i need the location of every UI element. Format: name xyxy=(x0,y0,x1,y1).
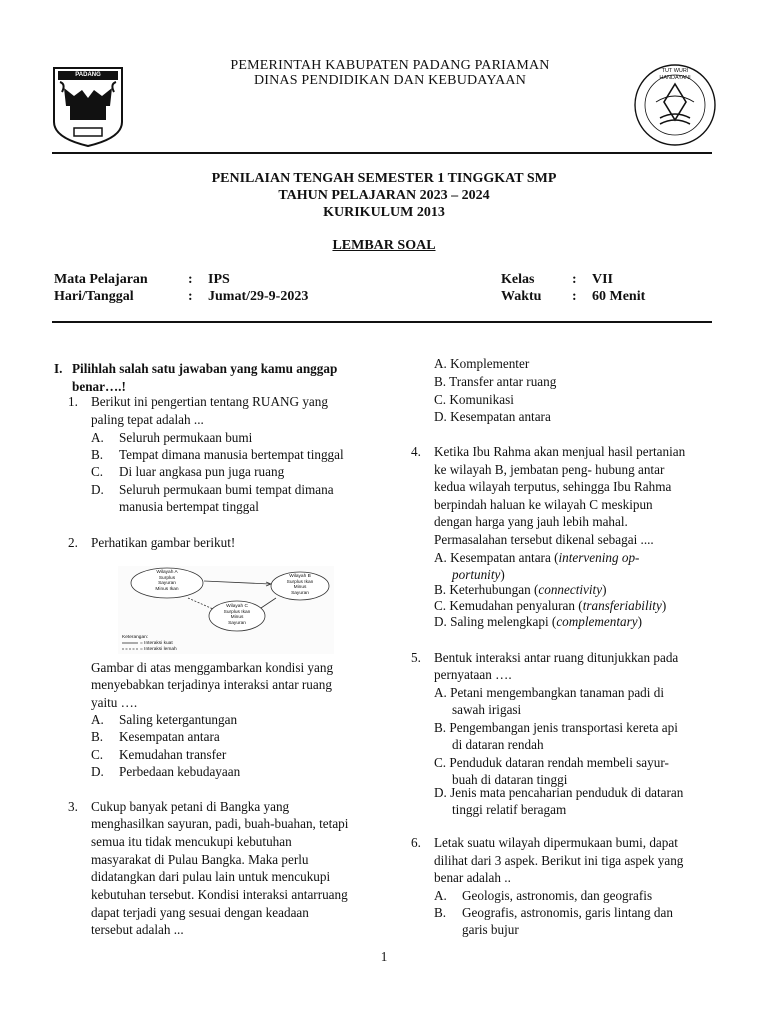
q4-opt-a-text: A. Kesempatan antara ( xyxy=(434,550,559,565)
region-a-line-1: Wilayah A xyxy=(156,570,178,575)
question-2-after-line-2: menyebabkan terjadinya interaksi antar ruang xyxy=(91,677,332,692)
region-b-line-1: Wilayah B xyxy=(289,574,311,579)
question-3-option-d: D. Kesempatan antara xyxy=(434,409,551,424)
department-line: DINAS PENDIDIKAN DAN KEBUDAYAAN xyxy=(253,73,527,88)
date-value: Jumat/29-9-2023 xyxy=(208,289,309,304)
question-4-line-1: Ketika Ibu Rahma akan menjual hasil pertanian xyxy=(434,444,686,459)
subject-value: IPS xyxy=(208,272,230,287)
question-6-number: 6. xyxy=(411,835,421,850)
q4-opt-a-close: ) xyxy=(500,567,505,582)
q4-opt-c-close: ) xyxy=(661,598,667,613)
region-c-line-4: Sayuran xyxy=(228,620,246,626)
question-6-option-b: Geografis, astronomis, garis lintang dan xyxy=(462,905,673,920)
subject-colon: : xyxy=(188,272,193,287)
question-1-option-d: Seluruh permukaan bumi tempat dimana xyxy=(119,482,334,497)
q4-opt-d-term: complementary xyxy=(556,614,638,629)
question-4-line-3: kedua wilayah terputus, sehingga Ibu Rahma xyxy=(434,479,672,494)
question-4-number: 4. xyxy=(411,444,421,459)
question-1-option-b: Tempat dimana manusia bertempat tinggal xyxy=(119,447,344,462)
question-6-line-2: dilihat dari 3 aspek. Berikut ini tiga aspek yang xyxy=(434,853,684,868)
question-5-option-d: D. Jenis mata pencaharian penduduk di dataran xyxy=(434,785,684,800)
q4-opt-c-term: transferiability xyxy=(582,598,662,613)
question-2-option-d: Perbedaan kebudayaan xyxy=(119,764,241,779)
question-5-option-a: A. Petani mengembangkan tanaman padi di xyxy=(434,685,664,700)
question-6-option-a-letter: A. xyxy=(434,888,447,903)
question-3-line-8: tersebut adalah ... xyxy=(91,922,184,937)
question-1-option-b-letter: B. xyxy=(91,447,104,462)
date-colon: : xyxy=(188,289,193,304)
q4-opt-b-term: connectivity xyxy=(538,582,603,597)
question-2-option-c-letter: C. xyxy=(91,747,104,762)
question-3-number: 3. xyxy=(68,799,78,814)
question-2-after-line-3: yaitu …. xyxy=(91,695,138,710)
question-5-option-c: C. Penduduk dataran rendah membeli sayur- xyxy=(434,755,669,770)
header-divider xyxy=(52,152,712,154)
region-a-line-4: Minus Ikan xyxy=(155,586,179,592)
section-instruction-line-1: Pilihlah salah satu jawaban yang kamu anggap xyxy=(72,361,338,376)
question-3-line-6: kebutuhan tersebut. Kondisi interaksi antarruang xyxy=(91,887,348,902)
page-number: 1 xyxy=(380,949,388,964)
question-3-option-a: A. Komplementer xyxy=(434,356,530,371)
question-2-option-a: Saling ketergantungan xyxy=(119,712,238,727)
question-3-line-7: dapat terjadi yang sesuai dengan keadaan xyxy=(91,905,309,920)
academic-year: TAHUN PELAJARAN 2023 – 2024 xyxy=(278,188,490,203)
diagram-region-b xyxy=(279,574,321,596)
government-line: PEMERINTAH KABUPATEN PADANG PARIAMAN xyxy=(230,58,550,73)
question-3-line-5: didatangkan dari pulau lain untuk mencukupi xyxy=(91,869,331,884)
question-5-line-2: pernyataan …. xyxy=(434,667,512,682)
question-4-line-6: Permasalahan tersebut dikenal sebagai .... xyxy=(434,532,654,547)
q4-opt-b-close: ) xyxy=(602,582,607,597)
question-5-line-1: Bentuk interaksi antar ruang ditunjukkan pada xyxy=(434,650,679,665)
region-c-line-2: Surplus Ikan xyxy=(223,609,251,615)
question-3-option-b: B. Transfer antar ruang xyxy=(434,374,557,389)
sheet-title xyxy=(100,237,668,255)
question-3-line-2: menghasilkan sayuran, padi, buah-buahan, tetapi xyxy=(91,816,349,831)
question-2-option-d-letter: D. xyxy=(91,764,104,779)
regency-logo-label: PADANG PARIAMAN xyxy=(72,72,104,87)
question-3-line-4: masyarakat di Pulau Bangka. Maka perlu xyxy=(91,852,309,867)
diagram-region-a xyxy=(146,570,188,592)
question-4-option-a xyxy=(434,549,639,567)
diagram-legend-title: Keterangan: xyxy=(122,635,149,640)
question-6-line-3: benar adalah .. xyxy=(434,870,511,885)
question-2-after-line-1: Gambar di atas menggambarkan kondisi yang xyxy=(91,660,334,675)
time-value: 60 Menit xyxy=(592,289,646,304)
question-2-option-b-letter: B. xyxy=(91,729,104,744)
q4-opt-a-term-cont: portunity xyxy=(452,567,501,582)
question-4-option-d xyxy=(434,613,642,631)
info-divider xyxy=(52,321,712,323)
interaction-diagram xyxy=(118,566,334,654)
tut-wuri-handayani-label: TUT WURI HANDAYANI xyxy=(659,68,691,81)
question-4-line-5: dengan harga yang jauh lebih mahal. xyxy=(434,514,628,529)
date-label: Hari/Tanggal xyxy=(54,289,134,304)
curriculum: KURIKULUM 2013 xyxy=(323,205,445,220)
diagram-region-c xyxy=(216,604,258,626)
q4-opt-d-close: ) xyxy=(637,614,643,629)
question-5-option-d-cont: tinggi relatif beragam xyxy=(452,802,567,817)
question-1-option-d-letter: D. xyxy=(91,482,104,497)
question-1-option-c: Di luar angkasa pun juga ruang xyxy=(119,464,285,479)
time-colon: : xyxy=(572,289,577,304)
class-colon: : xyxy=(572,272,577,287)
regency-logo xyxy=(52,66,124,148)
question-4-line-2: ke wilayah B, jembatan peng- hubung antar xyxy=(434,462,665,477)
question-6-option-b-letter: B. xyxy=(434,905,447,920)
question-1-number: 1. xyxy=(68,394,78,409)
question-3-line-3: semua itu tidak mencukupi kebutuhan xyxy=(91,834,292,849)
exam-title: PENILAIAN TENGAH SEMESTER 1 TINGGKAT SMP xyxy=(211,171,557,186)
sheet-title-text: LEMBAR SOAL xyxy=(332,238,436,253)
question-1-line-1: Berikut ini pengertian tentang RUANG yang xyxy=(91,394,328,409)
question-4-option-b xyxy=(434,581,606,599)
q4-opt-a-term: intervening op- xyxy=(558,550,640,565)
diagram-legend-strong: = Interaksi kuat xyxy=(140,640,173,646)
region-c-line-1: Wilayah C xyxy=(226,604,248,609)
question-2-number: 2. xyxy=(68,535,78,550)
question-4-line-4: berpindah haluan ke wilayah C meskipun xyxy=(434,497,653,512)
question-2-option-a-letter: A. xyxy=(91,712,104,727)
question-1-option-a: Seluruh permukaan bumi xyxy=(119,430,253,445)
tut-wuri-handayani-logo xyxy=(632,62,718,148)
region-b-line-2: Surplus Ikan xyxy=(286,579,314,585)
question-5-option-c-cont: buah di dataran tinggi xyxy=(452,772,568,787)
question-3-option-c: C. Komunikasi xyxy=(434,392,514,407)
question-5-number: 5. xyxy=(411,650,421,665)
question-1-line-2: paling tepat adalah ... xyxy=(91,412,204,427)
question-5-option-a-cont: sawah irigasi xyxy=(452,702,522,717)
question-6-line-1: Letak suatu wilayah dipermukaan bumi, dapat xyxy=(434,835,678,850)
question-4-option-c xyxy=(434,597,666,615)
question-6-option-b-cont: garis bujur xyxy=(462,922,519,937)
q4-opt-d-text: D. Saling melengkapi ( xyxy=(434,614,557,629)
subject-label: Mata Pelajaran xyxy=(54,272,148,287)
question-5-option-b: B. Pengembangan jenis transportasi kereta api xyxy=(434,720,678,735)
diagram-legend-weak: = Interaksi lemah xyxy=(140,646,177,652)
q4-opt-c-text: C. Kemudahan penyaluran ( xyxy=(434,598,583,613)
question-6-option-a: Geologis, astronomis, dan geografis xyxy=(462,888,653,903)
question-2-text: Perhatikan gambar berikut! xyxy=(91,535,236,550)
question-1-option-d-cont: manusia bertempat tinggal xyxy=(119,499,259,514)
region-c-line-3: Minus xyxy=(230,615,244,621)
class-value: VII xyxy=(592,272,614,287)
region-b-line-4: Sayuran xyxy=(291,590,309,596)
region-a-line-2: Surplus xyxy=(158,575,176,581)
region-a-line-3: Sayuran xyxy=(158,581,176,587)
question-1-option-c-letter: C. xyxy=(91,464,104,479)
question-2-option-c: Kemudahan transfer xyxy=(119,747,227,762)
section-roman: I. xyxy=(54,361,63,376)
region-b-line-3: Minus xyxy=(293,585,307,591)
question-3-line-1: Cukup banyak petani di Bangka yang xyxy=(91,799,290,814)
class-label: Kelas xyxy=(501,272,535,287)
section-instruction-line-2: benar….! xyxy=(72,379,126,394)
time-label: Waktu xyxy=(501,289,542,304)
q4-opt-b-text: B. Keterhubungan ( xyxy=(434,582,539,597)
question-1-option-a-letter: A. xyxy=(91,430,104,445)
question-2-option-b: Kesempatan antara xyxy=(119,729,220,744)
question-5-option-b-cont: di dataran rendah xyxy=(452,737,544,752)
